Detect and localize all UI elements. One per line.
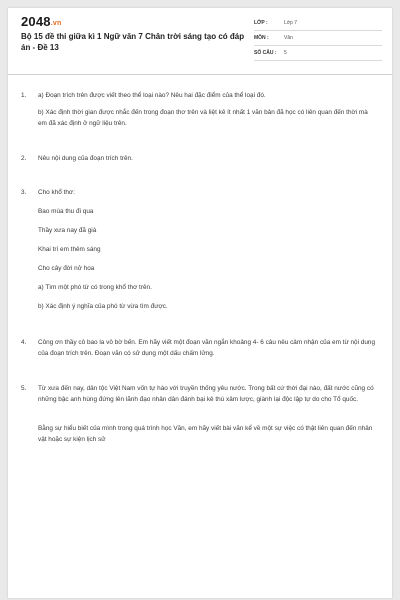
poem-line: Thầy xưa nay đã già: [38, 227, 97, 234]
site-logo[interactable]: [21, 14, 61, 29]
meta-row-count: [254, 46, 382, 61]
meta-value: 5: [284, 50, 287, 56]
meta-value: Lớp 7: [284, 20, 298, 26]
meta-value: Văn: [284, 35, 293, 41]
poem-line: Khai trí em thêm sáng: [38, 246, 101, 253]
document-title: Bộ 15 đề thi giữa kì 1 Ngữ văn 7 Chân trời sáng tạo có đáp án - Đề 13: [21, 32, 245, 52]
meta-key: LỚP :: [254, 20, 268, 26]
question-paragraph: Bằng sự hiểu biết của mình trong quá trình học Văn, em hãy viết bài văn kể về một sự việc có thật liên quan đến nhân vật hoặc sự kiện lịch sử: [38, 425, 373, 443]
question-number: 2.: [21, 155, 27, 162]
question-paragraph: a) Tìm một phó từ có trong khổ thơ trên.: [38, 284, 152, 291]
question-paragraph: Công ơn thầy cô bao la vô bờ bến. Em hãy viết một đoạn văn ngắn khoảng 4- 6 câu nêu cảm nhận của em từ nội dung của đoạn trích trên. Đoạn văn có sử dụng một dấu chấm lửng.: [38, 339, 376, 357]
logo-tld: .vn: [50, 20, 62, 27]
meta-row-subject: [254, 31, 382, 46]
poem-line: Bao mùa thu đi qua: [38, 208, 94, 215]
question-number: 5.: [21, 385, 27, 392]
poem-line: Cho cây đời nở hoa: [38, 265, 95, 272]
logo-main: 2048: [21, 14, 51, 29]
document-header: [8, 8, 392, 78]
question-paragraph: Từ xưa đến nay, dân tộc Việt Nam vốn tự hào với truyền thống yêu nước. Trong bất cứ thời đại nào, đất nước cũng có những bậc anh hùng đứng lên lãnh đạo nhân dân đánh bại kẻ thù xâm lược, giành lại độc lập tự do cho Tổ quốc.: [38, 385, 374, 403]
question-paragraph: b) Xác định thời gian được nhắc đến trong đoạn thơ trên và liệt kê ít nhất 1 văn bản đã học có liên quan đến thời mà em đã xác định ở ngữ liệu trên.: [38, 109, 368, 127]
question-number: 3.: [21, 189, 27, 196]
document-page: [8, 8, 392, 598]
question-paragraph: Cho khổ thơ:: [38, 189, 75, 196]
question-paragraph: Nêu nội dung của đoạn trích trên.: [38, 155, 133, 162]
question-number: 1.: [21, 92, 27, 99]
document-meta: [254, 16, 382, 61]
meta-row-grade: [254, 16, 382, 31]
question-number: 4.: [21, 339, 27, 346]
header-divider: [8, 74, 392, 75]
question-paragraph: b) Xác định ý nghĩa của phó từ vừa tìm được.: [38, 303, 168, 310]
meta-key: MÔN :: [254, 35, 269, 41]
question-paragraph: a) Đoạn trích trên được viết theo thể loại nào? Nêu hai đặc điểm của thể loại đó.: [38, 92, 266, 99]
meta-key: SỐ CÂU :: [254, 50, 277, 56]
